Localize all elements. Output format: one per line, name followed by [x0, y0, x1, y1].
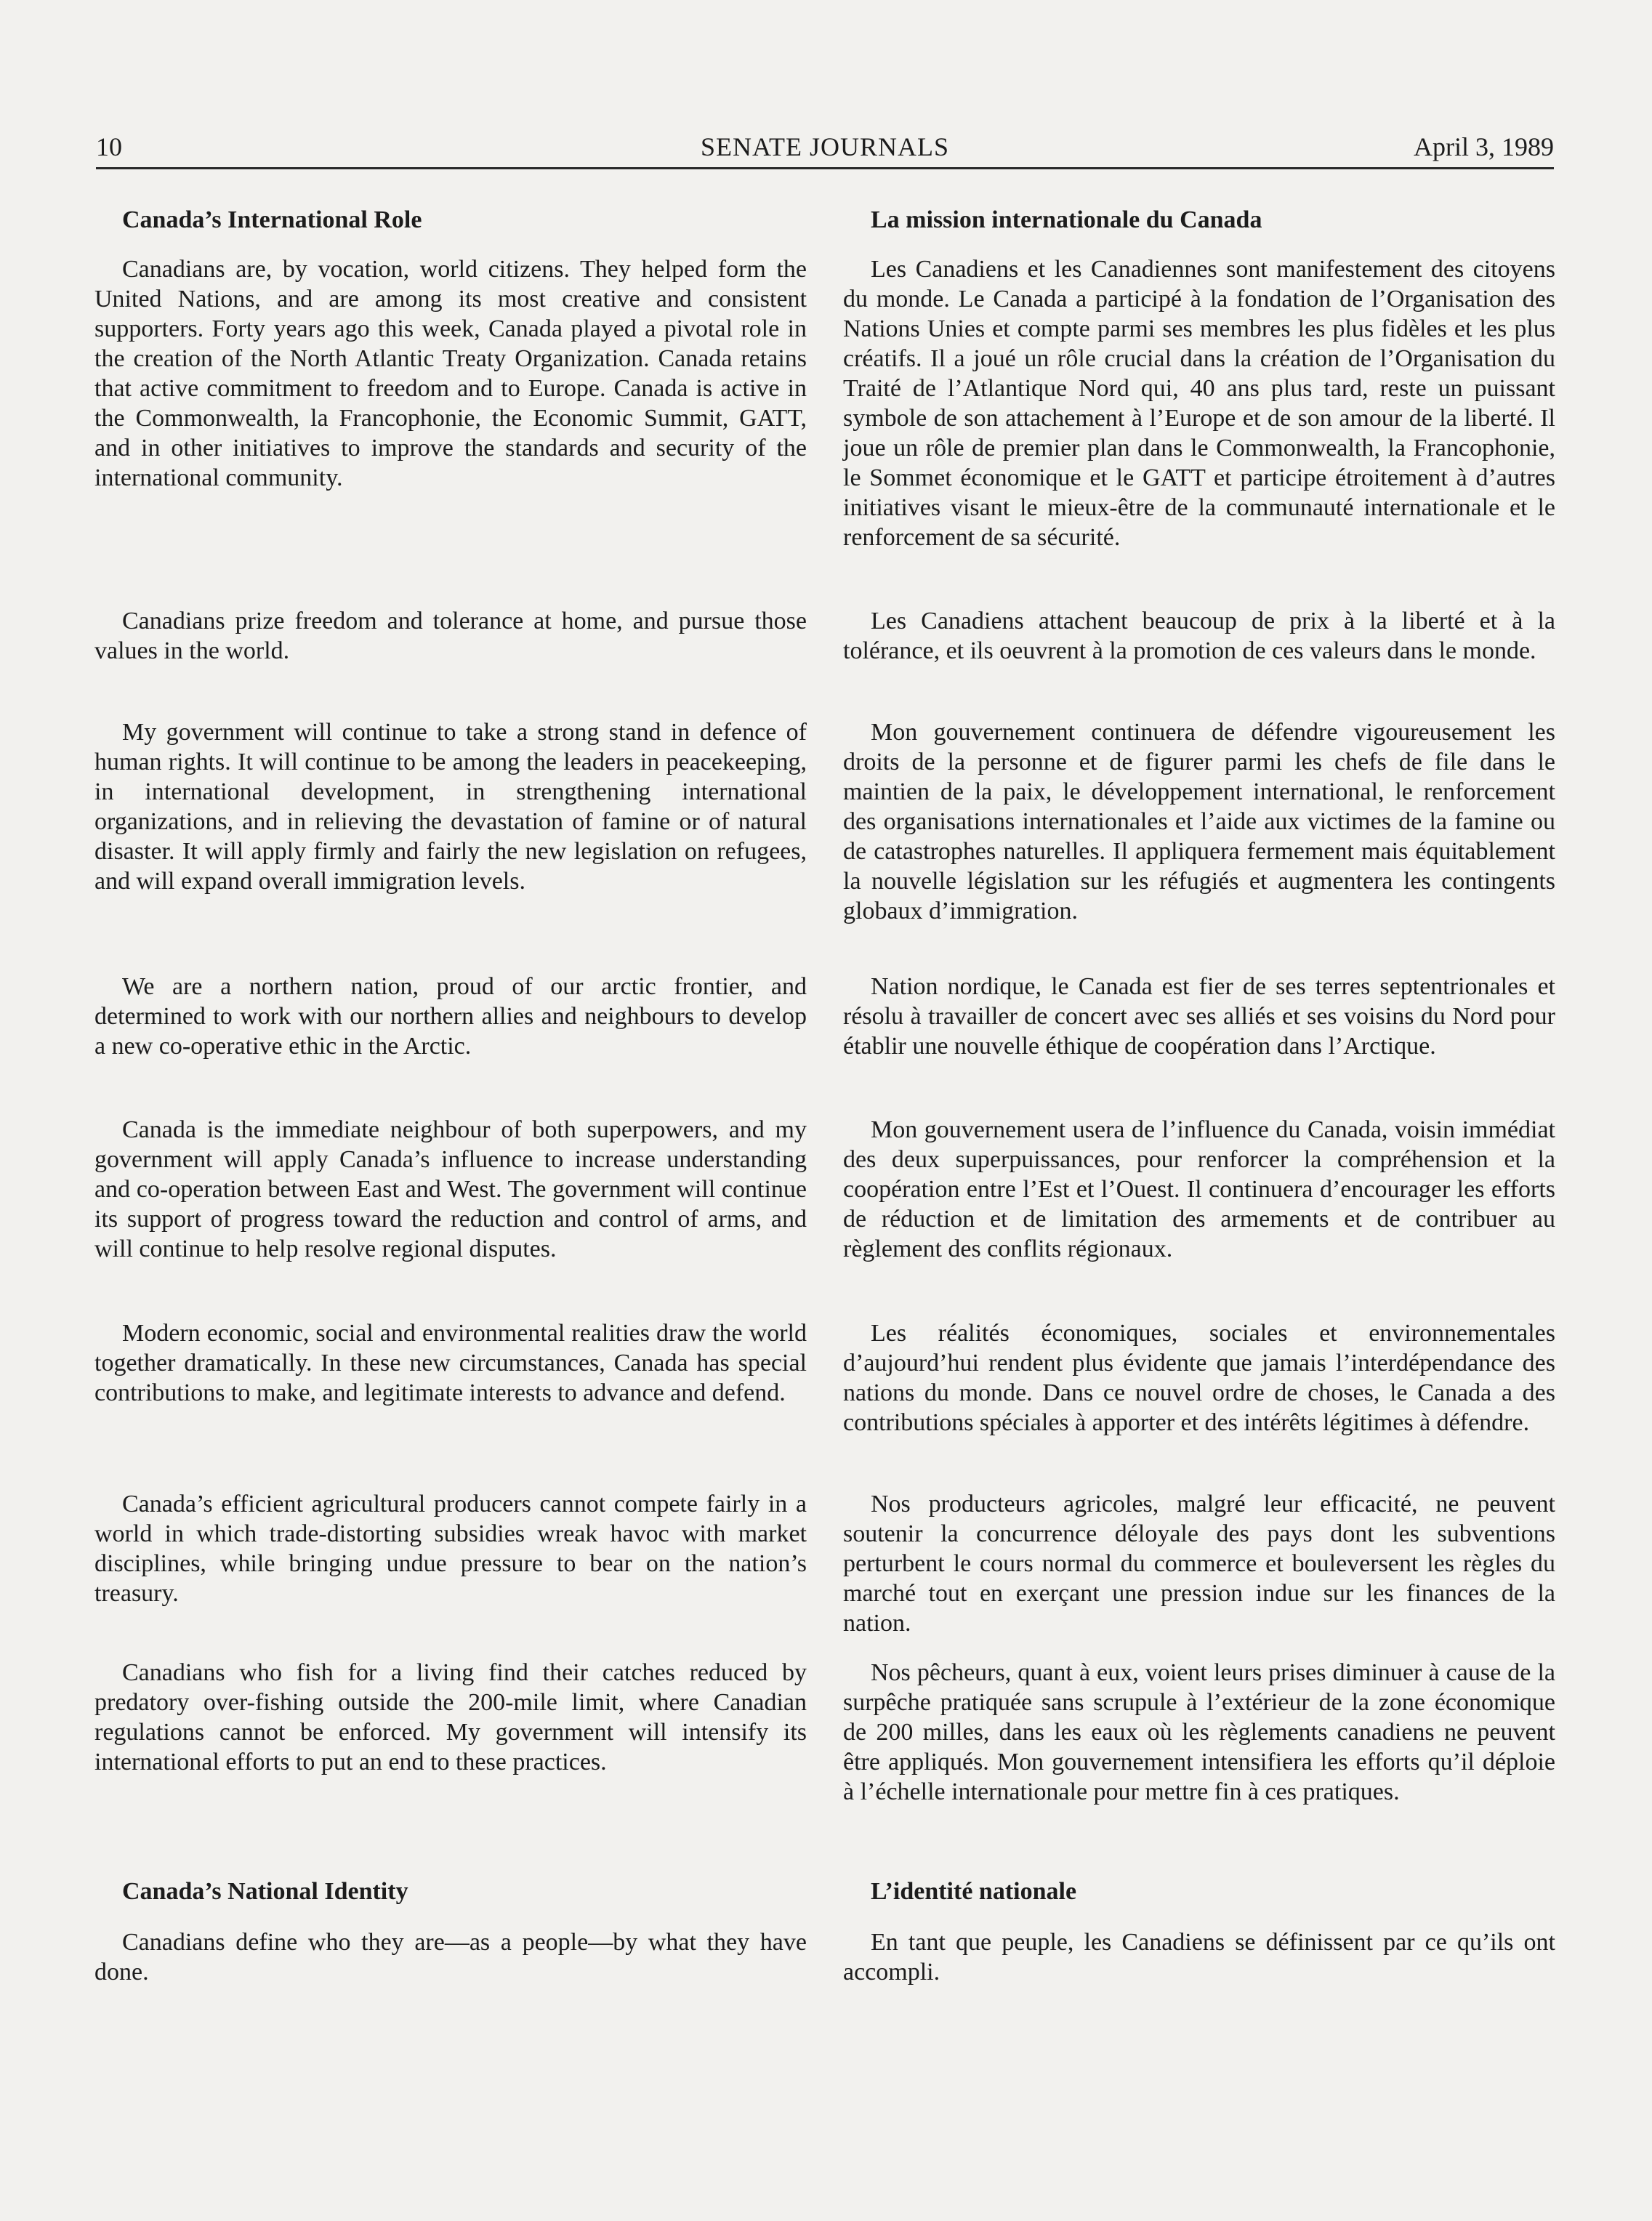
journal-title: SENATE JOURNALS: [700, 132, 950, 161]
heading-mission-internationale: La mission internationale du Canada: [871, 206, 1262, 233]
paragraph-national-identity: Canadians define who they are—as a people—by what they have done.: [94, 1929, 807, 1986]
journal-date: April 3, 1989: [1414, 132, 1554, 161]
paragraph-freedom-tolerance: Canadians prize freedom and tolerance at home, and pursue those values in the world.: [94, 608, 807, 664]
paragraph-northern-nation: We are a northern nation, proud of our arctic frontier, and determined to work with our northern allies and neighbours to develop a new co-operative ethic in the Arctic.: [94, 973, 807, 1060]
paragraph-fishing: Canadians who fish for a living find their catches reduced by predatory over-fishing outside the 200-mile limit, where Canadian regulations cannot be enforced. My government will intensify its international efforts to put an end to these practices.: [94, 1659, 807, 1775]
paragraph-liberte-tolerance: Les Canadiens attachent beaucoup de prix à la liberté et à la tolérance, et ils oeuvrent à la promotion de ces valeurs dans le monde.: [843, 608, 1555, 664]
paragraph-citoyens-du-monde: Les Canadiens et les Canadiennes sont manifestement des citoyens du monde. Le Canada a participé à la fondation de l’Organisation des Nations Unies et compte parmi ses membres les plus fidèles et les plus créatifs. Il a joué un rôle crucial dans la création de l’Organisation du Traité de l’Atlantique Nord qui, 40 ans plus tard, reste un puissant symbole de son attachement à l’Europe et de son amour de la liberté. Il joue un rôle de premier plan dans le Commonwealth, la Francophonie, le Sommet économique et le GATT et participe étroitement à d’autres initiatives visant le mieux-être de la communauté internationale et le renforcement de sa sécurité.: [843, 256, 1555, 551]
paragraph-world-citizens: Canadians are, by vocation, world citizens. They helped form the United Nations, and are among its most creative and consistent supporters. Forty years ago this week, Canada played a pivotal role in the creation of the North Atlantic Treaty Organization. Canada retains that active commitment to freedom and to Europe. Canada is active in the Commonwealth, la Francophonie, the Economic Summit, GATT, and in other initiatives to improve the standards and security of the international community.: [94, 256, 807, 491]
paragraph-human-rights: My government will continue to take a strong stand in defence of human rights. It will continue to be among the leaders in peacekeeping, in international development, in strengthening international organizations, and in relieving the devastation of famine or of natural disaster. It will apply firmly and fairly the new legislation on refugees, and will expand overall immigration levels.: [94, 719, 807, 895]
paragraph-producteurs-agricoles: Nos producteurs agricoles, malgré leur efficacité, ne peuvent soutenir la concurrence déloyale des pays dont les subventions perturbent le cours normal du commerce et bouleversent les règles du marché tout en exerçant une pression indue sur les finances de la nation.: [843, 1491, 1555, 1637]
heading-national-identity: Canada’s National Identity: [122, 1878, 408, 1905]
paragraph-superpuissances: Mon gouvernement usera de l’influence du Canada, voisin immédiat des deux superpuissances, pour renforcer la compréhension et la coopération entre l’Est et l’Ouest. Il continuera d’encourager les efforts de réduction et de limitation des armements et de contribuer au règlement des conflits régionaux.: [843, 1116, 1555, 1262]
heading-international-role: Canada’s International Role: [122, 206, 422, 233]
paragraph-realites-economiques: Les réalités économiques, sociales et environnementales d’aujourd’hui rendent plus évidente que jamais l’interdépendance des nations du monde. Dans ce nouvel ordre de choses, le Canada a des contributions spéciales à apporter et des intérêts légitimes à défendre.: [843, 1320, 1555, 1436]
heading-identite-nationale: L’identité nationale: [871, 1878, 1077, 1905]
page-number: 10: [96, 132, 122, 161]
running-header: [96, 131, 1554, 169]
paragraph-pecheurs: Nos pêcheurs, quant à eux, voient leurs prises diminuer à cause de la surpêche pratiquée sans scrupule à l’extérieur de la zone économique de 200 milles, dans les eaux où les règlements canadiens ne peuvent être appliqués. Mon gouvernement intensifiera les efforts qu’il déploie à l’échelle internationale pour mettre fin à ces pratiques.: [843, 1659, 1555, 1805]
paragraph-agricultural-producers: Canada’s efficient agricultural producers cannot compete fairly in a world in which trade-distorting subsidies wreak havoc with market disciplines, while bringing undue pressure to bear on the nation’s treasury.: [94, 1491, 807, 1607]
paragraph-nation-nordique: Nation nordique, le Canada est fier de ses terres septentrionales et résolu à travailler de concert avec ses alliés et ses voisins du Nord pour établir une nouvelle éthique de coopération dans l’Arctique.: [843, 973, 1555, 1060]
paragraph-economic-realities: Modern economic, social and environmental realities draw the world together dramatically. In these new circumstances, Canada has special contributions to make, and legitimate interests to advance and defend.: [94, 1320, 807, 1406]
paragraph-droits-personne: Mon gouvernement continuera de défendre vigoureusement les droits de la personne et de figurer parmi les chefs de file dans le maintien de la paix, le développement international, le renforcement des organisations internationales et l’aide aux victimes de la famine ou de catastrophes naturelles. Il appliquera fermement mais équitablement la nouvelle législation sur les réfugiés et augmentera les contingents globaux d’immigration.: [843, 719, 1555, 924]
paragraph-identite-nationale: En tant que peuple, les Canadiens se définissent par ce qu’ils ont accompli.: [843, 1929, 1555, 1986]
paragraph-superpowers: Canada is the immediate neighbour of both superpowers, and my government will apply Canada’s influence to increase understanding and co-operation between East and West. The government will continue its support of progress toward the reduction and control of arms, and will continue to help resolve regional disputes.: [94, 1116, 807, 1262]
